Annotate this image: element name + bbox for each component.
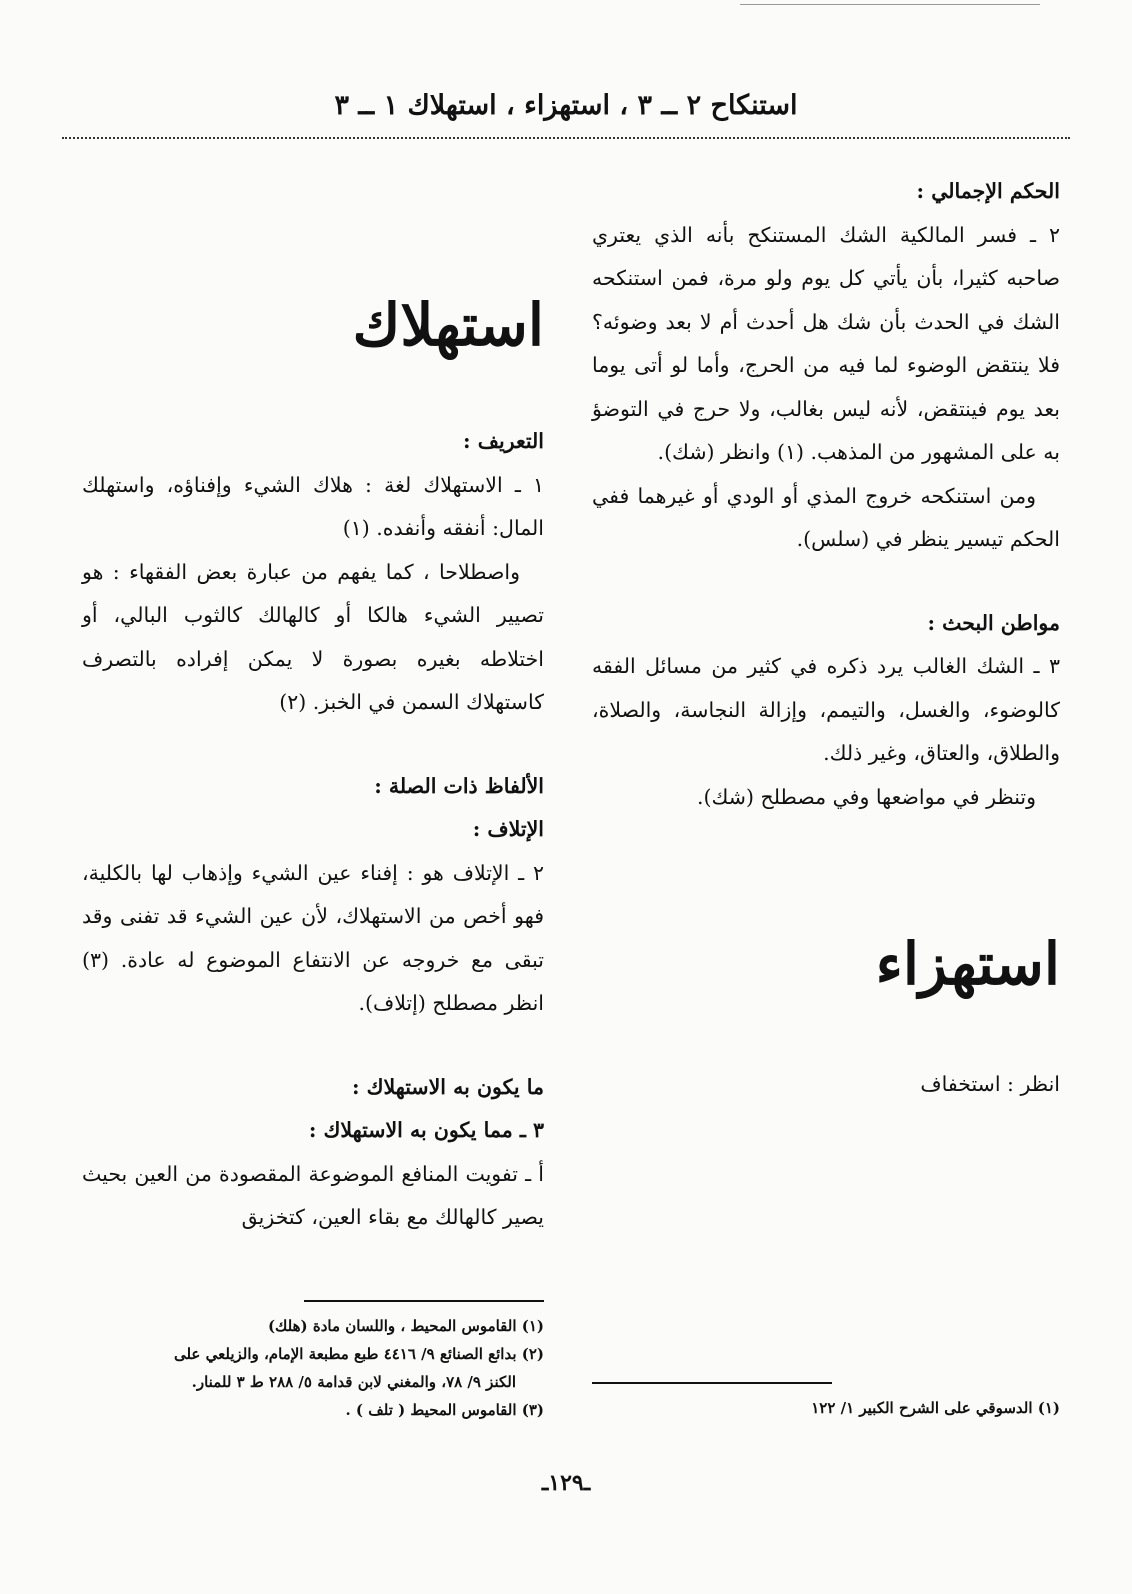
- heading-itlaf: الإتلاف :: [472, 817, 544, 841]
- spacer: [592, 999, 1060, 1063]
- footnote-left-2-cont: الكنز ٩/ ٧٨، والمغني لابن قدامة ٥/ ٢٨٨ ط ٣ للمنار.: [191, 1373, 516, 1391]
- spacer: [82, 360, 544, 420]
- right-column: [592, 170, 1060, 1107]
- see-also-istikhfaf: انظر : استخفاف: [920, 1072, 1060, 1096]
- paragraph-2b-istinkah: ومن استنكحه خروج المذي أو الودي أو غيرهما ففي الحكم تيسير ينظر في (سلس).: [592, 483, 1060, 551]
- left-column: [82, 170, 544, 1240]
- heading-mawatin-bahth: مواطن البحث :: [927, 610, 1060, 635]
- heading-3-istihlak: ٣ ـ مما يكون به الاستهلاك :: [308, 1118, 544, 1142]
- entry-title-istihza: استهزاء: [875, 930, 1060, 998]
- spacer: [592, 562, 1060, 602]
- footnote-left-3: (٣) القاموس المحيط ( تلف ) .: [345, 1401, 544, 1419]
- footnote-rule: [304, 1300, 544, 1302]
- footnotes-left: [82, 1300, 544, 1424]
- paragraph-1-istihlak: ١ ـ الاستهلاك لغة : هلاك الشيء وإفناؤه، واستهلك المال: أنفقه وأنفده. (١): [82, 472, 544, 540]
- footnote-left-1: (١) القاموس المحيط ، واللسان مادة (هلك): [267, 1317, 544, 1335]
- paragraph-3-istihlak: أ ـ تفويت المنافع الموضوعة المقصودة من العين بحيث يصير كالهالك مع بقاء العين، كتخزيق: [82, 1161, 544, 1229]
- running-header: استنكاح ٢ ــ ٣ ، استهزاء ، استهلاك ١ ــ ٣: [334, 90, 798, 121]
- footnote-right-1: (١) الدسوقي على الشرح الكبير ١/ ١٢٢: [811, 1399, 1060, 1417]
- footnote-rule: [592, 1382, 832, 1384]
- footnote-left-2: (٢) بدائع الصنائع ٩/ ٤٤١٦ طبع مطبعة الإمام، والزيلعي على: [173, 1345, 544, 1363]
- top-edge-rule: [740, 4, 1040, 5]
- heading-tarif: التعريف :: [463, 429, 544, 453]
- paragraph-2-istihlak: ٢ ـ الإتلاف هو : إفناء عين الشيء وإذهاب لها بالكلية، فهو أخص من الاستهلاك، لأن عين الشيء قد تفنى وقد تبقى مع خروجه عن الانتفاع الموضوع له عادة. (٣) انظر مصطلح (إتلاف).: [82, 860, 544, 1015]
- paragraph-3b-istinkah: وتنظر في مواضعها وفي مصطلح (شك).: [697, 784, 1036, 809]
- heading-alfaz-silah: الألفاظ ذات الصلة :: [374, 773, 544, 798]
- paragraph-2-istinkah: ٢ ـ فسر المالكية الشك المستنكح بأنه الذي يعتري صاحبه كثيرا، بأن يأتي كل يوم ولو مرة، فمن استنكحه الشك في الحدث بأن شك هل أحدث أم لا بعد وضوئه؟ فلا ينتقض الوضوء لما فيه من الحرج، وأما لو أتى يوما بعد يوم فينتقض، لأنه ليس بغالب، ولا حرج في التوضؤ به على المشهور من المذهب. (١) وانظر (شك).: [592, 222, 1060, 464]
- entry-title-istihlak: استهلاك: [352, 291, 544, 359]
- page-number: ـ١٢٩ـ: [541, 1470, 591, 1496]
- spacer: [82, 725, 544, 765]
- spacer: [82, 1026, 544, 1066]
- spacer: [82, 170, 544, 290]
- footnotes-right: [592, 1382, 1060, 1422]
- spacer: [592, 819, 1060, 929]
- heading-hukm-ijmali: الحكم الإجمالي :: [916, 179, 1060, 203]
- paragraph-3-istinkah: ٣ ـ الشك الغالب يرد ذكره في كثير من مسائل الفقه كالوضوء، والغسل، والتيمم، وإزالة النجاسة، والصلاة، والطلاق، والعتاق، وغير ذلك.: [592, 654, 1060, 765]
- paragraph-1b-istihlak: واصطلاحا ، كما يفهم من عبارة بعض الفقهاء : هو تصيير الشيء هالكا أو كالهالك كالثوب البالي، أو اختلاطه بغيره بصورة لا يمكن إفراده بالتصرف كاستهلاك السمن في الخبز. (٢): [82, 559, 544, 714]
- header-dotted-rule: [62, 137, 1070, 139]
- heading-ma-yakun: ما يكون به الاستهلاك :: [351, 1074, 544, 1099]
